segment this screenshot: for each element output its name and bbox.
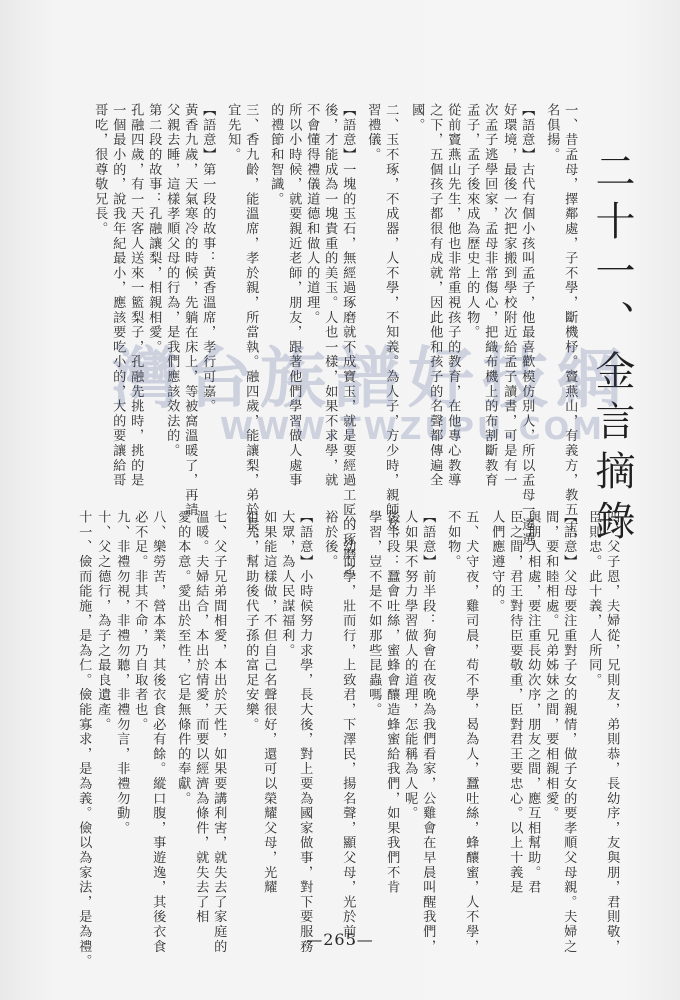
text-column: 不會懂得禮儀道德和做人的道理。 <box>304 103 320 325</box>
text-column: 愛的本意。愛出於至性，它是無條件的奉獻。 <box>175 510 191 806</box>
text-column: 四、父子恩，夫婦從，兄則友，弟則恭，長幼序，友與朋，君則敬， <box>604 510 620 954</box>
text-column: 【語意】第一段的故事：黃香溫席，孝行可嘉。 <box>200 103 216 414</box>
text-column: 宜先知。 <box>225 103 241 163</box>
text-column: 一個最小的，說我年紀最小，應該要吃小的，大的要讓給哥 <box>110 103 126 488</box>
text-column: 大眾，為人民謀福利。 <box>279 510 295 658</box>
text-column: 學習，豈不是不如那些昆蟲嗎。 <box>366 510 382 718</box>
text-column: 一、昔孟母，擇鄰處，子不學，斷機杼。竇燕山，有義方，教五子， <box>562 103 578 547</box>
text-column: 八、樂勞苦，營本業，其後衣食必有餘。縱口腹，事遊逸，其後衣食 <box>150 510 166 954</box>
text-column: 祖先，幫助後代子孫的富足安樂。 <box>243 510 259 732</box>
watermark-text: 灣台族譜好技網 <box>112 340 630 417</box>
text-column: 【語意】古代有個小孩叫孟子，他最喜歡模仿別人，所以孟母一遷選 <box>519 103 535 547</box>
text-column: 裕於後。 <box>322 510 338 570</box>
text-column: 十一、儉而能施，是為仁。儉能寡求，是為義。儉以為家法，是為禮。 <box>76 510 92 969</box>
text-column: 國。 <box>409 103 425 133</box>
text-column: 不如物。 <box>445 510 461 570</box>
text-column: 的禮節和智識。 <box>268 103 284 207</box>
text-column: 五、犬守夜，雞司晨，苟不學，曷為人，蠶吐絲，蜂釀蜜，人不學， <box>463 510 479 954</box>
text-column: 後半段：蠶會吐絲，蜜蜂會釀造蜂蜜給我們，如果我們不肯 <box>384 510 400 895</box>
text-column: 十、父之德行，為子之最良遺產。 <box>95 510 111 732</box>
page-number: —265— <box>306 930 374 949</box>
text-column: 好環境，最後一次把家搬到學校附近給孟子讀書，可是有一 <box>501 103 517 488</box>
text-column: 名俱揚。 <box>544 103 560 163</box>
text-column: 與朋人相處，要注重長幼次序，朋友之間，應互相幫助。君 <box>525 510 541 895</box>
text-column: 六、幼而學，壯而行，上致君，下澤民，揚名聲，顯父母，光於前， <box>340 510 356 954</box>
watermark-url: WWW.TWZUPU.COM <box>220 412 606 447</box>
text-column: 【語意】前半段：狗會在夜晚為我們看家，公雞會在早晨叫醒我們， <box>420 510 436 954</box>
text-column: 第二段的故事：孔融讓梨，相親相愛。 <box>146 103 162 355</box>
text-column: 孔融四歲，有一天客人送來一籃梨子，孔融先挑時，挑的是 <box>128 103 144 488</box>
text-column: 三、香九齡，能溫席，孝於親，所當執。融四歲，能讓梨，弟於長， <box>243 103 259 547</box>
text-column: 次孟子逃學回家，孟母非常傷心，把織布機上的布割斷教育 <box>482 103 498 488</box>
text-column: 【語意】父母要注重對子女的親情，做子女的要孝順父母親。夫婦之 <box>561 510 577 954</box>
text-column: 溫暖。夫婦結合，本出於情愛，而要以經濟為條件，就失去了相 <box>193 510 209 925</box>
text-column: 間，要和睦相處。兄弟姊妹之間，要相親相愛。 <box>543 510 559 821</box>
text-column: 人如果不努力學習做人的道理，怎能稱為人呢。 <box>402 510 418 821</box>
text-column: 後，才能成為一塊貴重的美玉。人也一樣，如果不求學，就 <box>322 103 338 488</box>
text-column: 所以小時候，就要親近老師，朋友，跟著他們學習做人處事 <box>286 103 302 488</box>
text-column: 習禮儀。 <box>365 103 381 163</box>
text-column: 【語意】一塊的玉石，無經過琢磨就不成寶玉，就是要經過工匠的琢磨之 <box>340 103 356 577</box>
text-column: 孟子，孟子後來成為歷史上的人物。 <box>464 103 480 340</box>
text-column: 哥吃，很尊敬兄長。 <box>92 103 108 237</box>
text-column: 七、父子兄弟間相愛，本出於天性，如果要講利害，就失去了家庭的 <box>211 510 227 954</box>
text-column: 黃香九歲，天氣寒冷的時候，先躺在床上，等被窩溫暖了，再請 <box>182 103 198 518</box>
text-column: 二、玉不琢，不成器，人不學，不知義。為人子，方少時，親師友， <box>383 103 399 547</box>
text-column: 父親去睡，這樣孝順父母的行為，是我們應該效法的。 <box>164 103 180 459</box>
text-column: 從前竇燕山先生，他也非常重視孩子的教育，在他專心教導 <box>445 103 461 488</box>
text-column: 臣之間，君王對待臣要敬重，臣對君王要忠心。以上十義是 <box>507 510 523 895</box>
text-column: 【語意】小時候努力求學，長大後，對上要為國家做事，對下要服務 <box>297 510 313 954</box>
text-column: 九、非禮勿視，非禮勿聽，非禮勿言，非禮勿動。 <box>114 510 130 836</box>
section-title: 二十一、金言摘錄 <box>589 150 635 550</box>
text-column: 人們應遵守的。 <box>489 510 505 614</box>
text-column: 臣則忠。此十義，人所同。 <box>586 510 602 688</box>
text-column: 必不足。非其不命，乃自取者也。 <box>132 510 148 732</box>
text-column: 如果能這樣做，不但自己名聲很好，還可以榮耀父母，光耀 <box>261 510 277 895</box>
text-column: 之下，五個孩子都很有成就，因此他和孩子的名聲都傳遍全 <box>427 103 443 488</box>
